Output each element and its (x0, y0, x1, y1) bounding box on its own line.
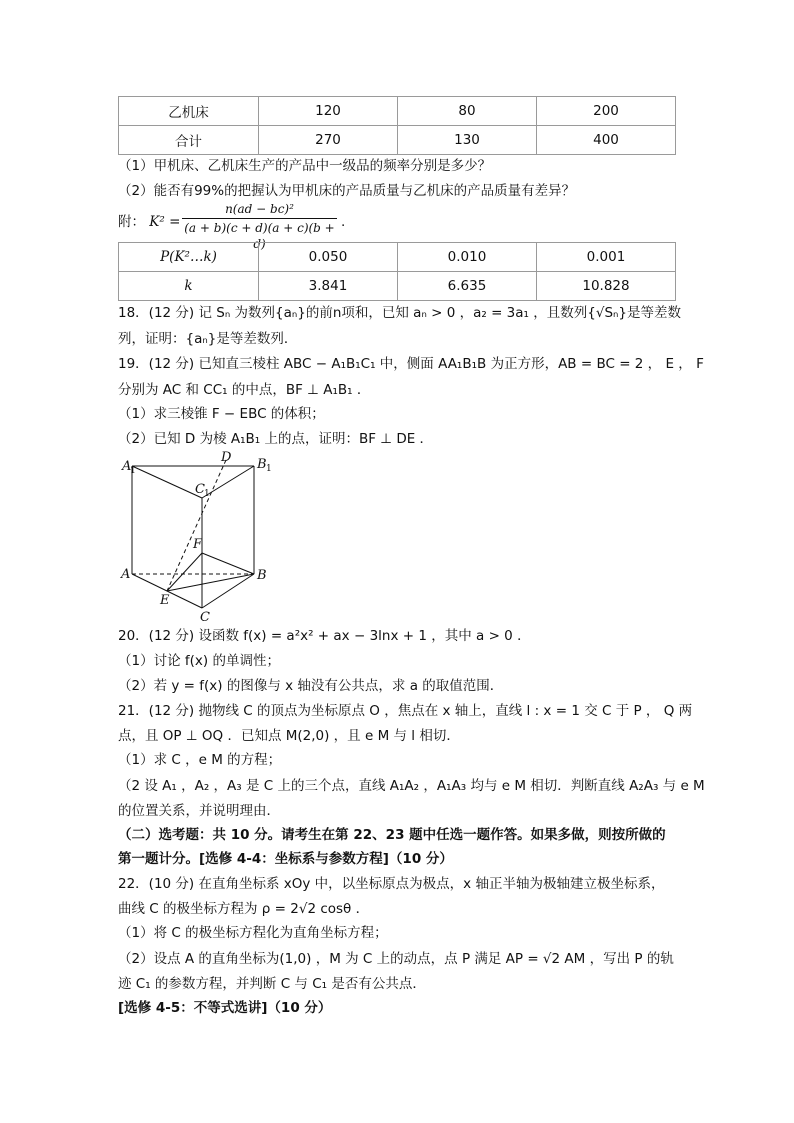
table-cell: 合计 (119, 126, 259, 155)
table-cell: 400 (537, 126, 676, 155)
q22-part2-line2: 迹 C₁ 的参数方程，并判断 C 与 C₁ 是否有公共点． (118, 976, 426, 992)
label-c: C (200, 610, 210, 625)
critical-value-table (118, 242, 676, 301)
q19-line1: 19．(12 分) 已知直三棱柱 ABC − A₁B₁C₁ 中，侧面 AA₁B₁B 为正方形，AB = BC = 2 ， E ， F (118, 356, 704, 372)
table-cell: 120 (259, 97, 398, 126)
table-row (119, 97, 676, 126)
label-b: B (257, 568, 267, 583)
production-table (118, 96, 676, 155)
table-cell: 0.001 (537, 243, 676, 272)
table-row (119, 243, 676, 272)
q18-line1: 18．(12 分) 记 Sₙ 为数列{aₙ}的前n项和，已知 aₙ > 0 ，a₂ = 3a₁ ，且数列{√Sₙ}是等差数 (118, 305, 681, 321)
q21-part1: （1）求 C ，e M 的方程； (118, 752, 282, 768)
label-a1-sub: 1 (130, 466, 136, 476)
q19-part2: （2）已知 D 为棱 A₁B₁ 上的点，证明：BF ⊥ DE ． (118, 431, 434, 447)
formula-denominator: (a + b)(c + d)(a + c)(b + d) (184, 221, 335, 251)
label-b1: B (257, 457, 267, 472)
label-d: D (221, 450, 232, 465)
table-cell: 3.841 (259, 272, 398, 301)
q17-part1: （1）甲机床、乙机床生产的产品中一级品的频率分别是多少？ (118, 158, 492, 174)
section2-line2: 第一题计分。[选修 4-4：坐标系与参数方程]（10 分） (118, 851, 453, 867)
label-c1: C (195, 482, 205, 497)
label-a1: A (122, 459, 132, 474)
q21-part2-line1: （2 设 A₁ ，A₂ ，A₃ 是 C 上的三个点，直线 A₁A₂ ，A₁A₃ 均与 e M 相切．判断直线 A₂A₃ 与 e M (118, 778, 705, 794)
table-cell: 0.010 (398, 243, 537, 272)
table-cell: 130 (398, 126, 537, 155)
table-row (119, 272, 676, 301)
q19-line2: 分别为 AC 和 CC₁ 的中点，BF ⊥ A₁B₁ ． (118, 382, 371, 398)
fraction-bar (182, 218, 337, 219)
q19-part1: （1）求三棱锥 F − EBC 的体积； (118, 406, 325, 422)
appendix-prefix: 附： (118, 214, 145, 230)
table-cell: 10.828 (537, 272, 676, 301)
prism-figure (118, 450, 288, 625)
formula-end: . (341, 214, 346, 230)
label-c1-sub: 1 (204, 489, 210, 499)
table-cell: 270 (259, 126, 398, 155)
table-cell: k (119, 272, 259, 301)
section3-title: [选修 4-5：不等式选讲]（10 分） (118, 1000, 332, 1016)
q21-line2: 点，且 OP ⊥ OQ ．已知点 M(2,0) ，且 e M 与 l 相切． (118, 728, 460, 744)
q21-line1: 21．(12 分) 抛物线 C 的顶点为坐标原点 O ，焦点在 x 轴上，直线 l : x = 1 交 C 于 P ， Q 两 (118, 703, 693, 719)
q22-part1: （1）将 C 的极坐标方程化为直角坐标方程； (118, 925, 388, 941)
section2-line1: （二）选考题：共 10 分。请考生在第 22、23 题中任选一题作答。如果多做，则按所做的 (118, 827, 666, 843)
q17-part2: （2）能否有99%的把握认为甲机床的产品质量与乙机床的产品质量有差异？ (118, 183, 576, 199)
q21-part2-line2: 的位置关系，并说明理由． (118, 803, 280, 819)
q20-line1: 20．(12 分) 设函数 f(x) = a²x² + ax − 3lnx + 1 ，其中 a > 0 ． (118, 628, 531, 644)
q20-part1: （1）讨论 f(x) 的单调性； (118, 653, 280, 669)
q20-part2: （2）若 y = f(x) 的图像与 x 轴没有公共点，求 a 的取值范围． (118, 678, 504, 694)
q22-line2: 曲线 C 的极坐标方程为 ρ = 2√2 cosθ ． (118, 901, 370, 917)
table-row (119, 126, 676, 155)
table-cell: 0.050 (259, 243, 398, 272)
label-e: E (160, 593, 170, 608)
formula-numerator: n(ad − bc)² (225, 202, 294, 216)
formula-lhs: K² = (149, 214, 181, 230)
label-f: F (193, 537, 203, 552)
label-b1-sub: 1 (266, 464, 272, 474)
table-cell: P(K²…k) (119, 243, 259, 272)
table-cell: 80 (398, 97, 537, 126)
q22-line1: 22．(10 分) 在直角坐标系 xOy 中，以坐标原点为极点，x 轴正半轴为极轴建立极坐标系， (118, 876, 665, 892)
q18-line2: 列，证明：{aₙ}是等差数列． (118, 331, 298, 347)
q22-part2-line1: （2）设点 A 的直角坐标为(1,0) ，M 为 C 上的动点，点 P 满足 AP = √2 AM ，写出 P 的轨 (118, 951, 674, 967)
q17-appendix (118, 213, 180, 231)
table-cell: 乙机床 (119, 97, 259, 126)
table-cell: 6.635 (398, 272, 537, 301)
table-cell: 200 (537, 97, 676, 126)
label-a: A (121, 567, 131, 582)
